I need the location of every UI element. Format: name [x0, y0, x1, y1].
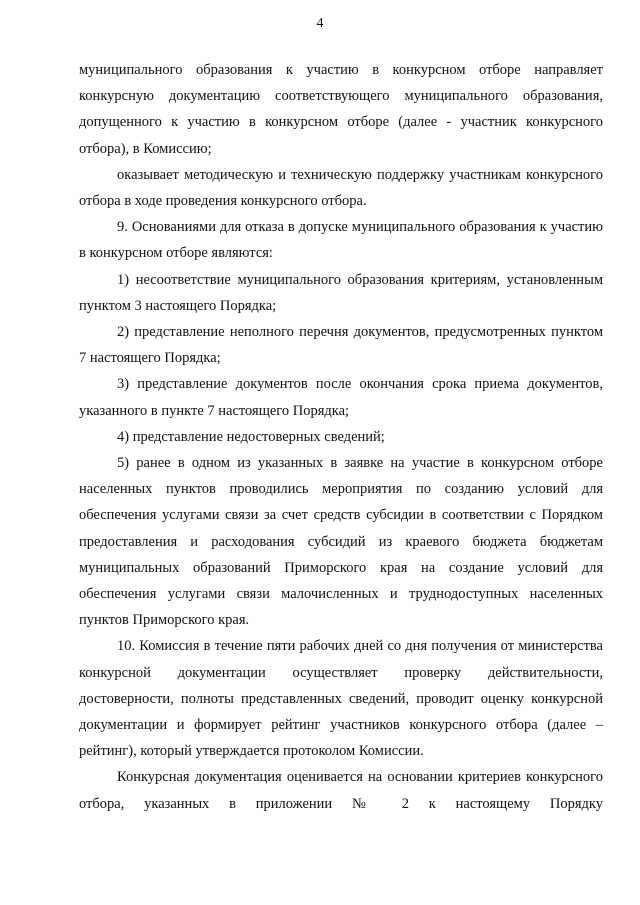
paragraph-item-10: 10. Комиссия в течение пяти рабочих дней со дня получения от министерства конкурсной документации осуществляет проверку действительности, достоверности, полноты представленных сведений, проводит оценку конкурсной документации и формирует рейтинг участников конкурсного отбора (далее – рейтинг), который утверждается протоколом Комиссии. [79, 638, 603, 760]
paragraph-support: оказывает методическую и техническую поддержку участникам конкурсного отбора в ходе проведения конкурсного отбора. [79, 166, 603, 210]
paragraph-subitem-4: 4) представление недостоверных сведений; [117, 428, 385, 445]
paragraph-continuation: муниципального образования к участию в конкурсном отборе направляет конкурсную документацию соответствующего муниципального образования, допущенного к участию в конкурсном отборе (далее - участник конкурсного отбора), в Комиссию; [79, 62, 603, 157]
paragraph-subitem-1: 1) несоответствие муниципального образования критериям, установленным пунктом 3 настоящего Порядка; [79, 271, 603, 314]
paragraph-subitem-5: 5) ранее в одном из указанных в заявке на участие в конкурсном отборе населенных пунктов проводились мероприятия по созданию условий для обеспечения услугами связи за счет средств субсидии в соответствии с Порядком предоставления и расходования субсидий из краевого бюджета бюджетам муниципальных образований Приморского края на создание условий для обеспечения услугами связи малочисленных и труднодоступных населенных пунктов Приморского края. [79, 455, 603, 629]
paragraph-item-9: 9. Основаниями для отказа в допуске муниципального образования к участию в конкурсном отборе являются: [79, 219, 603, 262]
paragraph-subitem-3: 3) представление документов после окончания срока приема документов, указанного в пункте 7 настоящего Порядка; [79, 376, 603, 419]
paragraph-subitem-2: 2) представление неполного перечня документов, предусмотренных пунктом 7 настоящего Порядка; [79, 324, 603, 367]
paragraph-evaluation: Конкурсная документация оценивается на основании критериев конкурсного отбора, указанных в приложении № 2 к настоящему Порядку [79, 769, 603, 812]
page-number: 4 [316, 16, 324, 31]
document-body [79, 57, 603, 817]
